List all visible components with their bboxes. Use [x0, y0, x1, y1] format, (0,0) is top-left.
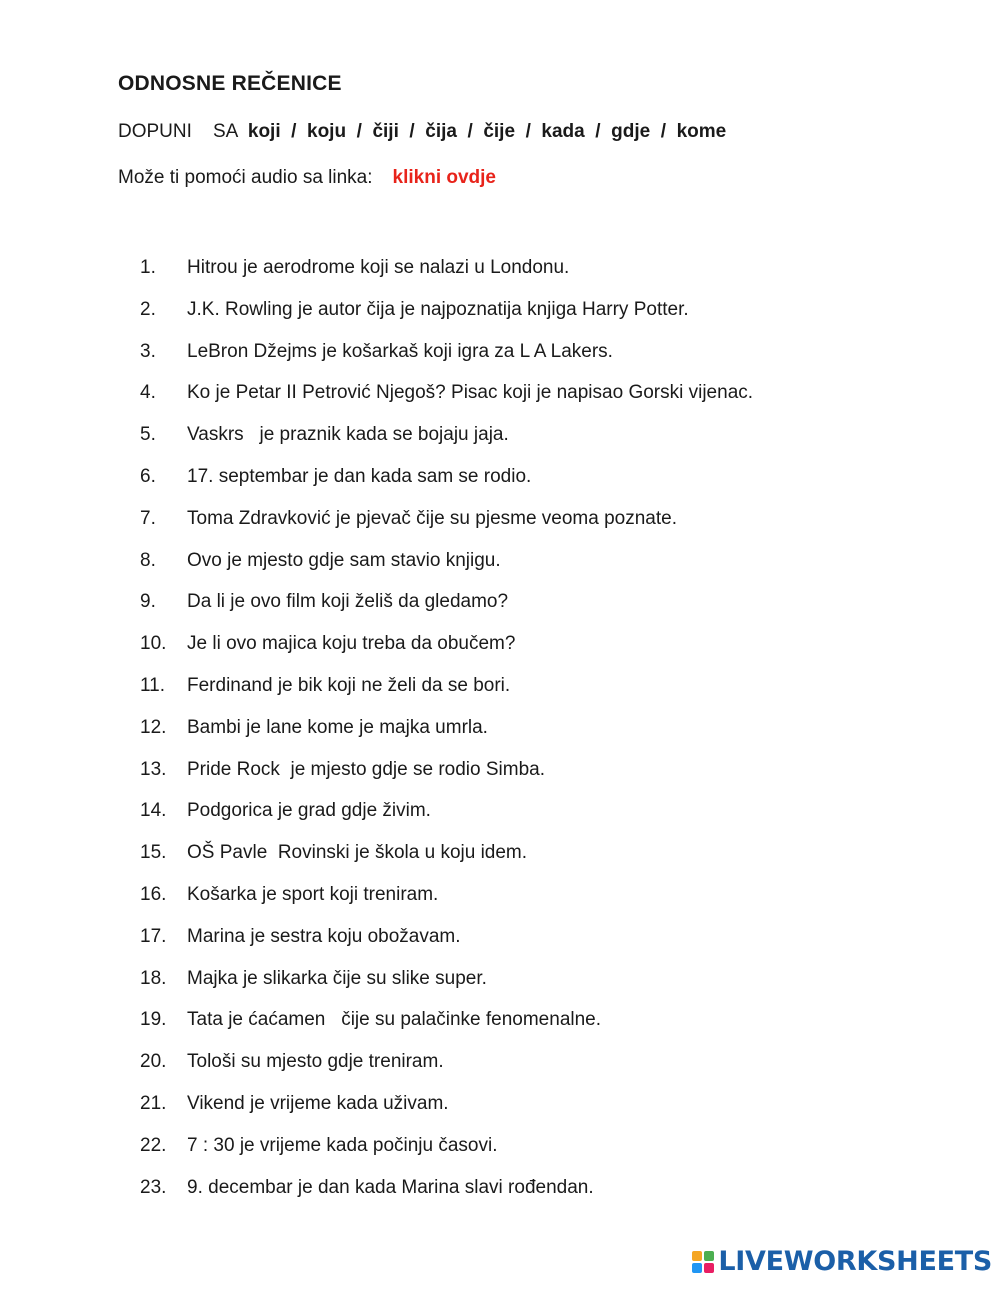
- sentence-text: Hitrou je aerodrome koji se nalazi u Londonu.: [187, 257, 570, 278]
- sentence-item: [0, 1006, 1000, 1048]
- logo-square: [704, 1251, 714, 1261]
- audio-help-line: [118, 167, 496, 189]
- sentence-item: [0, 1048, 1000, 1090]
- sentence-text: Tološi su mjesto gdje treniram.: [187, 1051, 444, 1073]
- sentence-text: Ferdinand je bik koji ne želi da se bori.: [187, 674, 511, 696]
- sentence-text: OŠ Pavle Rovinski je škola u koju idem.: [187, 842, 528, 864]
- sentence-text: Da li je ovo film koji želiš da gledamo?: [187, 591, 509, 613]
- sentence-item: [0, 797, 1000, 839]
- sentence-text: LeBron Džejms je košarkaš koji igra za L A Lakers.: [187, 340, 613, 362]
- sentence-text: Košarka je sport koji treniram.: [187, 883, 439, 905]
- sentence-number: 18.: [140, 967, 167, 989]
- sentence-number: 12.: [140, 716, 167, 738]
- sentence-text: Toma Zdravković je pjevač čije su pjesme veoma poznate.: [187, 507, 678, 529]
- sentence-text: 17. septembar je dan kada sam se rodio.: [187, 465, 532, 487]
- sentence-text: J.K. Rowling je autor čija je najpoznatija knjiga Harry Potter.: [187, 298, 689, 320]
- sentence-number: 14.: [140, 800, 167, 822]
- sentence-item: [0, 505, 1000, 547]
- sentence-number: 8.: [140, 549, 156, 571]
- logo-square: [692, 1251, 702, 1261]
- sentence-text: Vaskrs je praznik kada se bojaju jaja.: [187, 424, 509, 446]
- sentence-item: [0, 965, 1000, 1007]
- sentence-text: Podgorica je grad gdje živim.: [187, 800, 431, 822]
- brand-footer: [692, 1246, 992, 1277]
- brand-name: LIVEWORKSHEETS: [718, 1246, 992, 1277]
- sentence-number: 17.: [140, 925, 167, 947]
- sentence-number: 3.: [140, 340, 156, 362]
- sentence-number: 23.: [140, 1176, 167, 1198]
- sentence-number: 21.: [140, 1092, 167, 1114]
- sentence-number: 11.: [140, 674, 166, 696]
- sentence-item: [0, 296, 1000, 338]
- sentence-number: 6.: [140, 465, 156, 487]
- logo-square: [692, 1263, 702, 1273]
- sentence-item: [0, 923, 1000, 965]
- sentence-item: [0, 672, 1000, 714]
- sentence-item: [0, 338, 1000, 380]
- sentence-number: 20.: [140, 1051, 167, 1073]
- sentence-number: 5.: [140, 424, 156, 446]
- sentence-item: [0, 881, 1000, 923]
- sentence-number: 9.: [140, 591, 156, 613]
- sentence-text: Bambi je lane kome je majka umrla.: [187, 716, 488, 738]
- sentence-number: 16.: [140, 883, 167, 905]
- audio-link[interactable]: klikni ovdje: [392, 167, 496, 188]
- logo-square: [704, 1263, 714, 1273]
- sentence-number: 15.: [140, 842, 167, 864]
- sentence-item: [0, 463, 1000, 505]
- sentence-text: 7 : 30 je vrijeme kada počinju časovi.: [187, 1134, 498, 1156]
- sentence-number: 10.: [140, 633, 167, 655]
- liveworksheets-logo-icon: [692, 1251, 714, 1273]
- sentence-number: 7.: [140, 507, 156, 529]
- sentence-item: [0, 756, 1000, 798]
- sentence-number: 22.: [140, 1134, 167, 1156]
- sentence-text: Ko je Petar II Petrović Njegoš? Pisac koji je napisao Gorski vijenac.: [187, 382, 754, 404]
- sentence-item: [0, 1174, 1000, 1216]
- sentence-text: Majka je slikarka čije su slike super.: [187, 967, 487, 989]
- sentence-item: [0, 714, 1000, 756]
- audio-help-text: Može ti pomoći audio sa linka:: [118, 167, 373, 188]
- sentence-text: Vikend je vrijeme kada uživam.: [187, 1092, 449, 1114]
- sentence-text: Pride Rock je mjesto gdje se rodio Simba.: [187, 758, 545, 780]
- sentence-list: [0, 254, 1000, 1215]
- sentence-text: Marina je sestra koju obožavam.: [187, 925, 461, 947]
- sentence-item: [0, 1132, 1000, 1174]
- instruction-prefix: DOPUNI SA: [118, 121, 248, 142]
- sentence-number: 13.: [140, 758, 167, 780]
- sentence-item: [0, 547, 1000, 589]
- sentence-number: 2.: [140, 298, 156, 320]
- instruction-line: [118, 121, 726, 143]
- sentence-item: [0, 379, 1000, 421]
- sentence-text: Je li ovo majica koju treba da obučem?: [187, 633, 516, 655]
- page-title: ODNOSNE REČENICE: [118, 72, 342, 95]
- word-choices: koji / koju / čiji / čija / čije / kada / gdje / kome: [247, 121, 727, 142]
- sentence-number: 4.: [140, 382, 156, 404]
- sentence-text: Tata je ćaćamen čije su palačinke fenomenalne.: [187, 1009, 602, 1031]
- sentence-item: [0, 421, 1000, 463]
- sentence-item: [0, 1090, 1000, 1132]
- sentence-number: 1.: [140, 257, 156, 278]
- sentence-item: [0, 254, 1000, 296]
- sentence-number: 19.: [140, 1009, 167, 1031]
- sentence-text: 9. decembar je dan kada Marina slavi rođendan.: [187, 1176, 594, 1198]
- sentence-item: [0, 588, 1000, 630]
- sentence-item: [0, 630, 1000, 672]
- sentence-text: Ovo je mjesto gdje sam stavio knjigu.: [187, 549, 501, 571]
- sentence-item: [0, 839, 1000, 881]
